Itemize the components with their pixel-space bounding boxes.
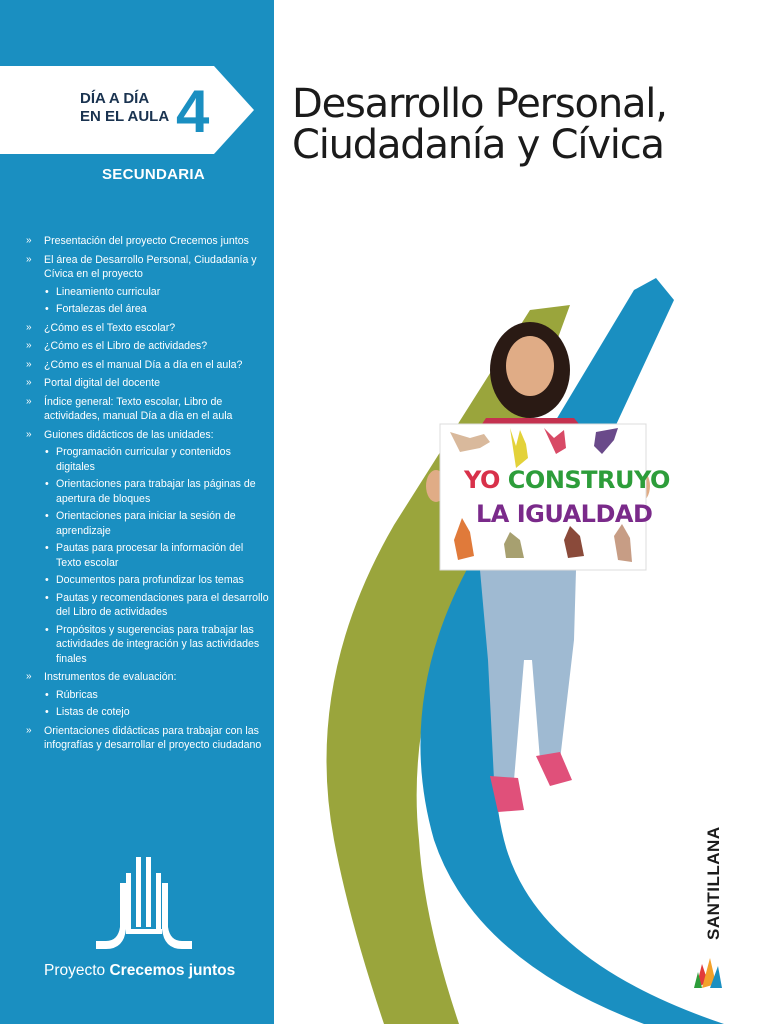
list-item	[24, 321, 270, 336]
level-label: SECUNDARIA	[102, 166, 206, 183]
badge-label	[80, 90, 169, 126]
sub-list-item: • Lineamiento curricular	[45, 285, 161, 298]
protest-sign	[440, 424, 646, 570]
chevron-right-icon: »	[26, 340, 32, 351]
sub-item-text: Listas de cotejo	[56, 706, 130, 718]
grade-number: 4	[176, 78, 210, 145]
chevron-right-icon: »	[26, 395, 32, 407]
list-item	[24, 724, 270, 753]
table-of-contents	[24, 234, 270, 757]
badge-line2: EN EL AULA	[80, 108, 170, 125]
chevron-right-icon: »	[26, 428, 32, 440]
list-item	[24, 428, 270, 667]
list-item	[24, 253, 270, 317]
list-item	[24, 339, 270, 354]
list-item	[24, 670, 270, 720]
chevron-right-icon: »	[26, 358, 32, 370]
list-item-text: Instrumentos de evaluación:	[44, 671, 177, 683]
list-item-text: Orientaciones didácticas para trabajar con las infografías y desarrollar el proyecto ciudadano	[44, 724, 262, 751]
list-item	[24, 358, 270, 373]
project-prefix: Proyecto	[44, 962, 106, 979]
chevron-right-icon: »	[26, 321, 32, 333]
list-item-text: Guiones didácticos de las unidades:	[44, 428, 214, 441]
sub-list-item: • Documentos para profundizar los temas	[45, 574, 244, 586]
sub-list-item: • Pautas y recomendaciones para el desarrollo del Libro de actividades	[45, 591, 269, 618]
badge-line1: DÍA A DÍA	[80, 90, 150, 107]
sub-list-item: • Orientaciones para trabajar las páginas de apertura de bloques	[45, 478, 256, 505]
sub-item-text: Propósitos y sugerencias para trabajar las actividades de integración y las actividades finales	[56, 623, 260, 665]
sub-item-text: Pautas para procesar la información del Texto escolar	[56, 542, 244, 569]
list-item	[24, 395, 270, 424]
list-item-text: Presentación del proyecto Crecemos juntos	[44, 235, 249, 247]
sign-word: O	[480, 466, 508, 494]
series-badge	[0, 66, 254, 154]
sub-item-text: Orientaciones para iniciar la sesión de aprendizaje	[56, 510, 236, 537]
brand-name: SANTILLANA	[704, 826, 723, 940]
list-item-text: ¿Cómo es el Libro de actividades?	[44, 340, 208, 352]
sub-list-item: • Pautas para procesar la información del Texto escolar	[45, 542, 244, 569]
sign-word: CONSTRUYO	[507, 466, 670, 494]
sidebar	[0, 0, 274, 1024]
sub-item-text: Orientaciones para trabajar las páginas de apertura de bloques	[56, 478, 256, 505]
page-title	[292, 81, 667, 168]
chevron-right-icon: »	[26, 253, 32, 265]
title-line1: Desarrollo Personal,	[292, 81, 667, 127]
sub-list-item: • Rúbricas	[45, 688, 98, 701]
project-name	[44, 962, 235, 980]
chevron-right-icon: »	[26, 724, 32, 736]
sub-item-text: Lineamiento curricular	[56, 285, 161, 298]
sign-word: Y	[464, 466, 481, 494]
project-title: Crecemos juntos	[109, 962, 236, 979]
chevron-right-icon: »	[26, 377, 32, 388]
sub-list-item: • Propósitos y sugerencias para trabajar las actividades de integración y las actividades finales	[45, 623, 260, 665]
list-item-text: Portal digital del docente	[44, 377, 161, 389]
sub-item-text: Pautas y recomendaciones para el desarrollo del Libro de actividades	[56, 591, 269, 618]
list-item-text: El área de Desarrollo Personal, Ciudadanía y Cívica en el proyecto	[44, 253, 257, 280]
title-line2: Ciudadanía y Cívica	[292, 122, 664, 168]
sub-list-item: • Programación curricular y contenidos digitales	[45, 446, 231, 473]
list-item	[24, 376, 270, 391]
list-item	[24, 234, 270, 249]
sub-item-text: Rúbricas	[56, 688, 98, 701]
sign-line1	[464, 466, 670, 494]
sub-item-text: Documentos para profundizar los temas	[56, 574, 244, 586]
list-item-text: ¿Cómo es el manual Día a día en el aula?	[44, 358, 243, 371]
sub-item-text: Programación curricular y contenidos digitales	[56, 446, 231, 473]
chevron-right-icon: »	[26, 235, 32, 246]
sign-line2: LA IGUALDAD	[476, 500, 653, 528]
sub-list-item: • Orientaciones para iniciar la sesión de aprendizaje	[45, 510, 236, 537]
sub-list-item: • Listas de cotejo	[45, 706, 130, 718]
list-item-text: ¿Cómo es el Texto escolar?	[44, 321, 176, 334]
chevron-right-icon: »	[26, 671, 32, 682]
list-item-text: Índice general: Texto escolar, Libro de actividades, manual Día a día en el aula	[44, 395, 233, 422]
sub-item-text: Fortalezas del área	[56, 303, 147, 315]
sub-list-item: • Fortalezas del área	[45, 303, 147, 315]
crecemos-juntos-logo	[96, 855, 192, 951]
